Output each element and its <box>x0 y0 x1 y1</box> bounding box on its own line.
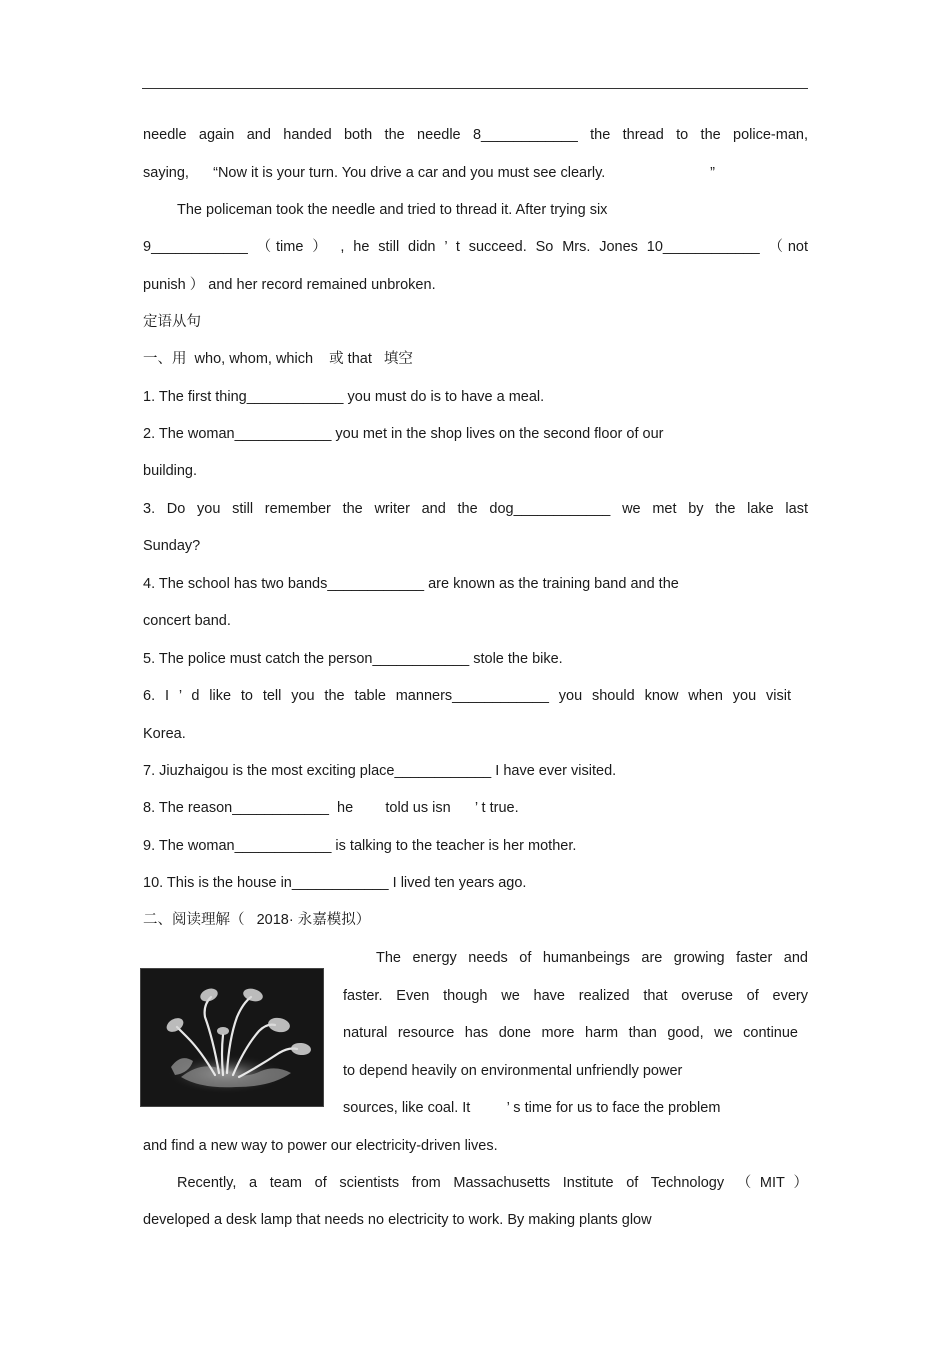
question-6-cont: Korea. <box>143 726 186 742</box>
header-rule <box>142 88 808 89</box>
question-10: 10. This is the house in____________ I lived ten years ago. <box>143 875 527 891</box>
passage-line: needle again and handed both the needle 8____________ the thread to the police-man, <box>143 127 808 143</box>
reading-line: The energy needs of humanbeings are growing faster and <box>376 950 808 966</box>
glowing-plant-photo <box>140 968 324 1107</box>
section-title: 定语从句 <box>143 314 201 330</box>
passage-line: punish ） and her record remained unbroken. <box>143 277 436 293</box>
reading-line: to depend heavily on environmental unfriendly power <box>343 1063 683 1079</box>
part2-heading: 二、阅读理解（ 2018· 永嘉模拟） <box>143 912 371 928</box>
question-4-cont: concert band. <box>143 613 231 629</box>
reading-line: natural resource has done more harm than good, we continue <box>343 1025 798 1041</box>
question-4: 4. The school has two bands____________ are known as the training band and the <box>143 576 679 592</box>
question-7: 7. Jiuzhaigou is the most exciting place____________ I have ever visited. <box>143 763 617 779</box>
reading-line: sources, like coal. It ’ s time for us to face the problem <box>343 1100 721 1116</box>
glowing-plant-icon <box>141 969 323 1106</box>
passage-line: The policeman took the needle and tried to thread it. After trying six <box>177 202 608 218</box>
reading-line: Recently, a team of scientists from Massachusetts Institute of Technology （MIT） <box>177 1175 808 1191</box>
question-8: 8. The reason____________ he told us isn ’ t true. <box>143 800 519 816</box>
passage-line: 9____________ （time ） , he still didn ’ t succeed. So Mrs. Jones 10____________ （not <box>143 239 808 255</box>
question-6: 6. I ’ d like to tell you the table manners____________ you should know when you visit <box>143 688 791 704</box>
reading-line: and find a new way to power our electricity-driven lives. <box>143 1138 498 1154</box>
question-2: 2. The woman____________ you met in the shop lives on the second floor of our <box>143 426 664 442</box>
question-1: 1. The first thing____________ you must do is to have a meal. <box>143 389 545 405</box>
question-5: 5. The police must catch the person____________ stole the bike. <box>143 651 563 667</box>
reading-line: faster. Even though we have realized that overuse of every <box>343 988 808 1004</box>
question-2-cont: building. <box>143 463 198 479</box>
part1-heading: 一、用 who, whom, which 或 that 填空 <box>143 351 413 367</box>
reading-line: developed a desk lamp that needs no electricity to work. By making plants glow <box>143 1212 652 1228</box>
question-3-cont: Sunday? <box>143 538 201 554</box>
question-3: 3. Do you still remember the writer and the dog____________ we met by the lake last <box>143 501 808 517</box>
passage-line: saying, “Now it is your turn. You drive a car and you must see clearly. ” <box>143 165 715 181</box>
question-9: 9. The woman____________ is talking to the teacher is her mother. <box>143 838 577 854</box>
